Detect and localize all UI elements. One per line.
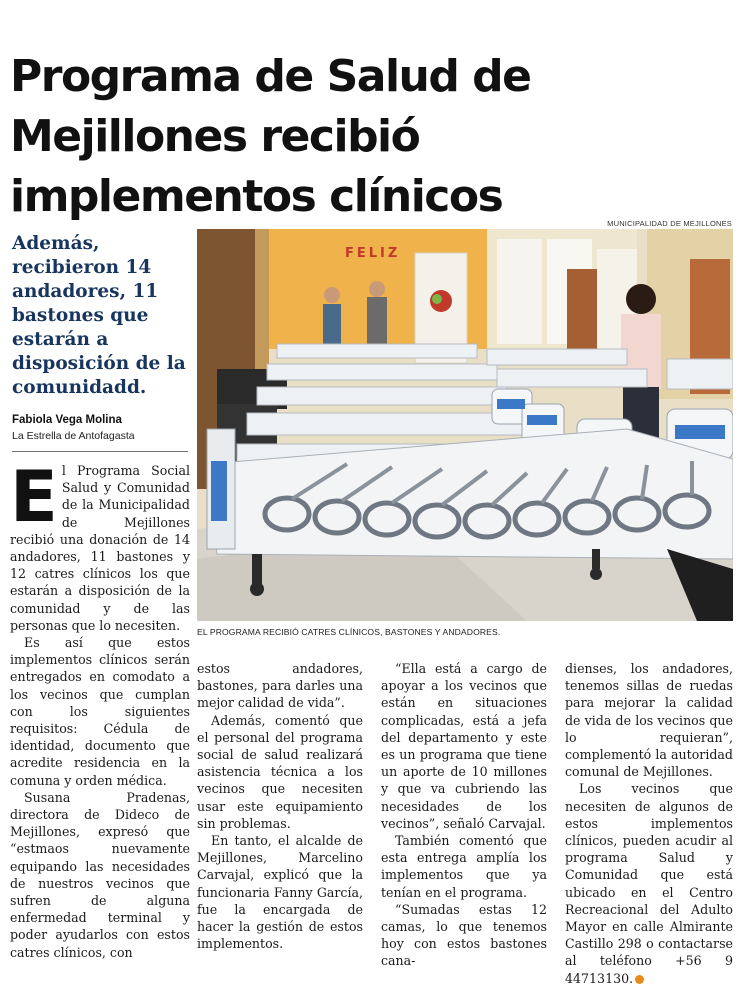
end-mark-icon <box>635 975 644 984</box>
paragraph: En tanto, el alcalde de Mejillones, Marcelino Carvajal, explicó que la funcionaria Fanny García, fue la encargada de hacer la gestión de estos implementos. <box>197 833 363 952</box>
paragraph: Además, comentó que el personal del programa social de salud realizará asistencia técnica a los vecinos que necesiten usar este equipamiento sin problemas. <box>197 712 363 831</box>
article-column-2 <box>197 660 363 952</box>
paragraph: El Programa Social Salud y Comunidad de la Municipalidad de Mejillones recibió una donación de 14 andadores, 11 bastones y 12 catres clínicos los que estarán a disposición de la comunidad y de las personas que lo necesiten. <box>10 456 190 633</box>
paragraph: Susana Pradenas, directora de Dideco de Mejillones, expresó que “estmaos nuevamente equipando las necesidades de nuestros vecinos que sufren de alguna enfermedad terminal y poder ayudarlos con estos catres clínicos, con <box>10 789 190 960</box>
article-column-4 <box>565 660 733 987</box>
article-column-3 <box>381 660 547 970</box>
photo-caption: EL PROGRAMA RECIBIÓ CATRES CLÍNICOS, BASTONES Y ANDADORES. <box>197 627 501 637</box>
headline: Programa de Salud de Mejillones recibió implementos clínicos <box>10 51 531 223</box>
author-source: La Estrella de Antofagasta <box>12 430 135 442</box>
article-photo <box>197 229 733 621</box>
paragraph: Los vecinos que necesiten de algunos de estos implementos clínicos, pueden acudir al programa Salud y Comunidad que está ubicado en el Centro Recreacional del Adulto Mayor en calle Almirante Castillo 298 o contactarse al teléfono +56 9 44713130. <box>565 781 733 986</box>
photo-credit: MUNICIPALIDAD DE MEJILLONES <box>607 219 732 228</box>
subheadline: Además, recibieron 14 andadores, 11 bastones que estarán a disposición de la comunidadd. <box>12 233 186 398</box>
wall-sign-text: FELIZ <box>345 246 401 261</box>
paragraph: “Ella está a cargo de apoyar a los vecinos que están en situaciones complicadas, está a jefa del departamento y este es un programa que tiene un aporte de 10 millones y que va cubriendo las necesidades de los vecinos”, señaló Carvajal. <box>381 661 547 831</box>
author-name: Fabiola Vega Molina <box>12 414 122 426</box>
paragraph: estos andadores, bastones, para darles una mejor calidad de vida”. <box>197 661 363 711</box>
paragraph: Es así que estos implementos clínicos serán entregados en comodato a los vecinos que cumplan con los siguientes requisitos: Cédula de identidad, documento que acredite residencia en la comuna y orden médica. <box>10 635 190 788</box>
drop-cap: E <box>10 456 58 538</box>
paragraph: “Sumadas estas 12 camas, lo que tenemos hoy con estos bastones cana- <box>381 901 547 969</box>
paragraph: dienses, los andadores, tenemos sillas de ruedas para mejorar la calidad de vida de los vecinos que lo requieran”, complementó la autoridad comunal de Mejillones. <box>565 661 733 780</box>
article-column-1 <box>10 456 190 961</box>
byline-divider <box>12 451 188 452</box>
paragraph: También comentó que esta entrega amplía los implementos que ya tenían en el programa. <box>381 833 547 900</box>
